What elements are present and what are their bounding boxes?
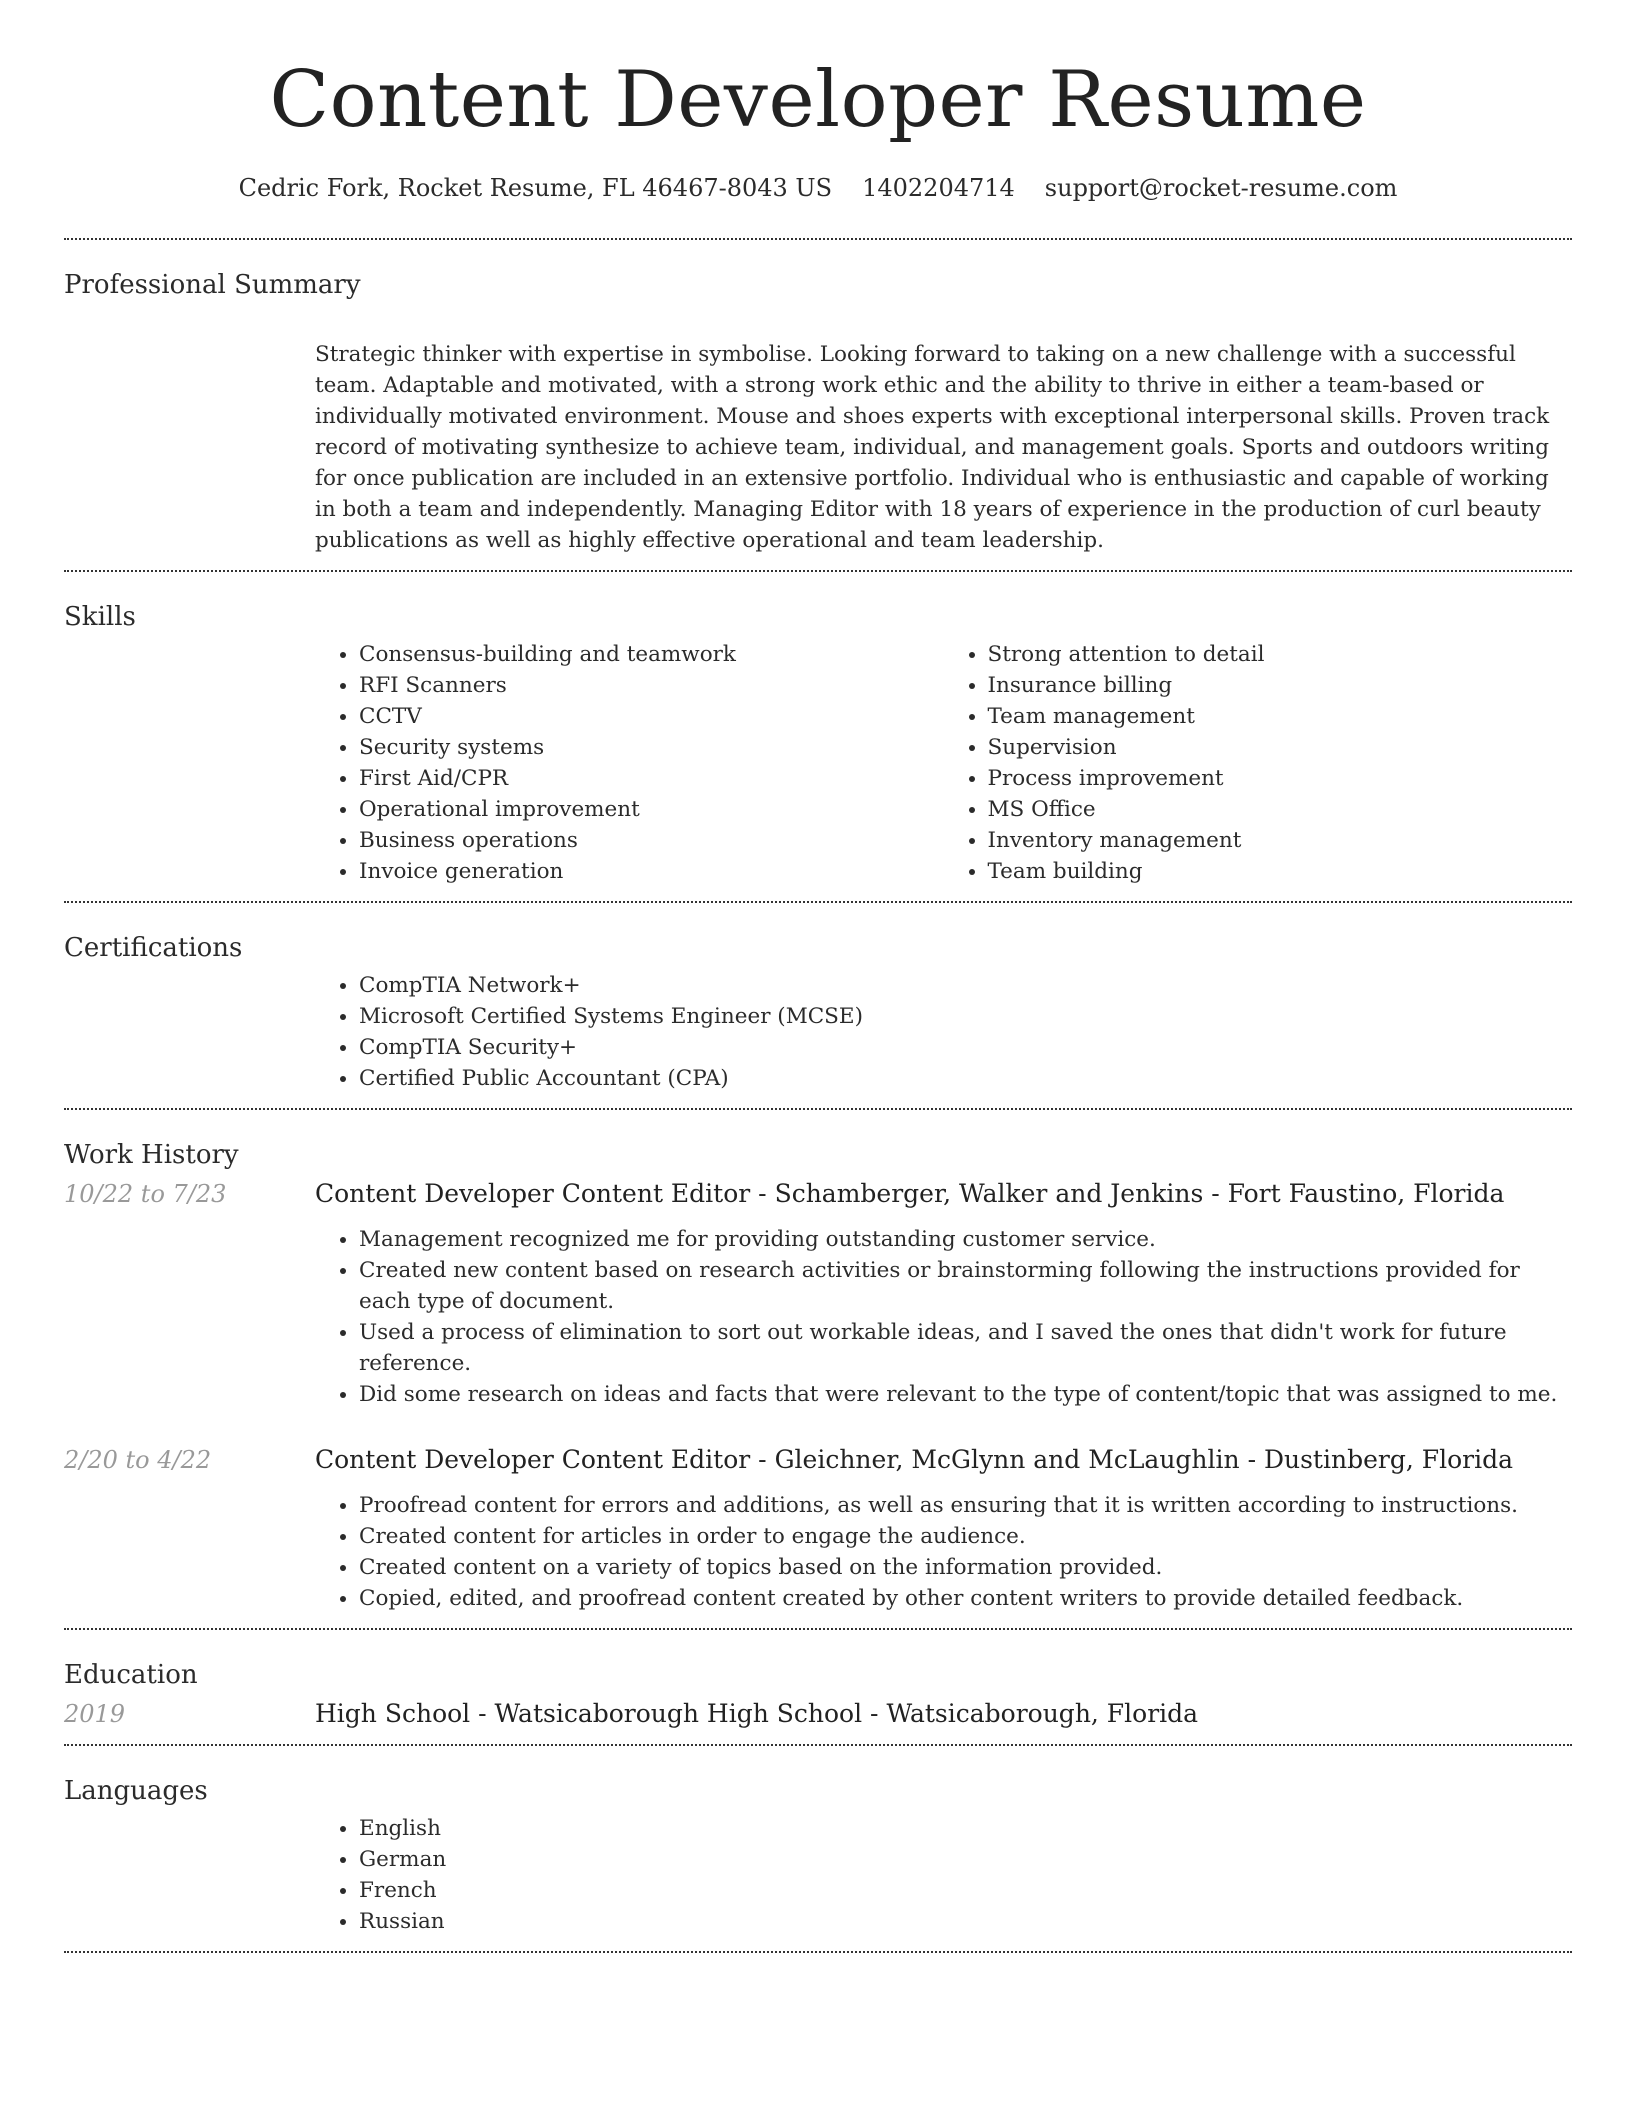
skill-item: • Process improvement [988,763,1573,794]
job-bullet: • Did some research on ideas and facts that were relevant to the type of content/topic that was assigned to me. [359,1379,1572,1410]
certification-item: • Microsoft Certified Systems Engineer (MCSE) [359,1001,1572,1032]
certifications-section [64,903,1572,1108]
skills-list-left [315,639,944,887]
language-item: • French [359,1875,1572,1906]
job-bullet-list [315,1224,1572,1410]
divider [64,1951,1572,1953]
certifications-list [315,970,1572,1094]
job-bullet: • Proofread content for errors and additions, as well as ensuring that it is written according to instructions. [359,1490,1572,1521]
summary-body [315,240,1572,570]
skill-item: • Insurance billing [988,670,1573,701]
languages-section [64,1746,1572,1951]
contact-email: support@rocket-resume.com [1044,174,1398,202]
job-bullet: • Created content on a variety of topics based on the information provided. [359,1552,1572,1583]
contact-address: Cedric Fork, Rocket Resume, FL 46467-8043 US [238,174,833,202]
education-entry [64,1698,1572,1730]
work-heading: Work History [64,1140,239,1170]
language-item: • Russian [359,1906,1572,1937]
skill-item: • First Aid/CPR [359,763,944,794]
skill-item: • Team management [988,701,1573,732]
certification-item: • CompTIA Security+ [359,1032,1572,1063]
summary-section [64,240,1572,570]
skill-item: • Supervision [988,732,1573,763]
job-bullet: • Created content for articles in order to engage the audience. [359,1521,1572,1552]
skill-item: • Team building [988,856,1573,887]
job-bullet: • Used a process of elimination to sort out workable ideas, and I saved the ones that didn't work for future reference. [359,1317,1572,1379]
education-heading: Education [64,1660,198,1690]
job-bullet-list [315,1490,1572,1614]
skill-item: • MS Office [988,794,1573,825]
job-title: Content Developer Content Editor - Gleichner, McGlynn and McLaughlin - Dustinberg, Florida [315,1445,1513,1474]
language-item: • German [359,1844,1572,1875]
contact-line [64,172,1572,204]
skills-body [315,572,1572,901]
skills-list-right [944,639,1573,887]
job-bullet: • Created new content based on research activities or brainstorming following the instructions provided for each type of document. [359,1255,1572,1317]
education-title: High School - Watsicaborough High School - Watsicaborough, Florida [315,1699,1199,1728]
skill-item: • Business operations [359,825,944,856]
work-section [64,1110,1572,1628]
summary-heading: Professional Summary [64,270,361,300]
job-bullets [315,1224,1572,1410]
skill-item: • Consensus-building and teamwork [359,639,944,670]
job-entry [64,1178,1572,1410]
skill-item: • Strong attention to detail [988,639,1573,670]
summary-text: Strategic thinker with expertise in symbolise. Looking forward to taking on a new challenge with a successful team. Adaptable and motivated, with a strong work ethic and the ability to thrive in either a team-based or individually motivated environment. Mouse and shoes experts with exceptional interpersonal skills. Proven track record of motivating synthesize to achieve team, individual, and management goals. Sports and outdoors writing for once publication are included in an extensive portfolio. Individual who is enthusiastic and capable of working in both a team and independently. Managing Editor with 18 years of experience in the production of curl beauty publications as well as highly effective operational and team leadership. [315,342,1550,553]
languages-body [315,1746,1572,1951]
certifications-body [315,903,1572,1108]
languages-heading: Languages [64,1776,208,1806]
skills-heading: Skills [64,602,136,632]
work-body [64,1110,1572,1628]
resume-title: Content Developer Resume [269,55,1367,145]
skill-item: • Security systems [359,732,944,763]
job-bullet: • Management recognized me for providing outstanding customer service. [359,1224,1572,1255]
languages-list [315,1813,1572,1937]
certification-item: • Certified Public Accountant (CPA) [359,1063,1572,1094]
skill-item: • Inventory management [988,825,1573,856]
skill-item: • CCTV [359,701,944,732]
job-bullet: • Copied, edited, and proofread content created by other content writers to provide detailed feedback. [359,1583,1572,1614]
job-entry [64,1444,1572,1614]
skill-item: • Operational improvement [359,794,944,825]
education-section [64,1630,1572,1744]
resume-page [64,0,1572,1953]
job-title: Content Developer Content Editor - Schamberger, Walker and Jenkins - Fort Faustino, Florida [315,1179,1505,1208]
certification-item: • CompTIA Network+ [359,970,1572,1001]
skill-item: • RFI Scanners [359,670,944,701]
certifications-heading: Certifications [64,933,243,963]
job-dates: 2/20 to 4/22 [64,1446,212,1474]
skills-section [64,572,1572,901]
skill-item: • Invoice generation [359,856,944,887]
contact-phone: 1402204714 [862,174,1015,202]
job-bullets [315,1490,1572,1614]
education-year: 2019 [64,1700,126,1728]
language-item: • English [359,1813,1572,1844]
education-body [64,1630,1572,1744]
job-dates: 10/22 to 7/23 [64,1180,227,1208]
